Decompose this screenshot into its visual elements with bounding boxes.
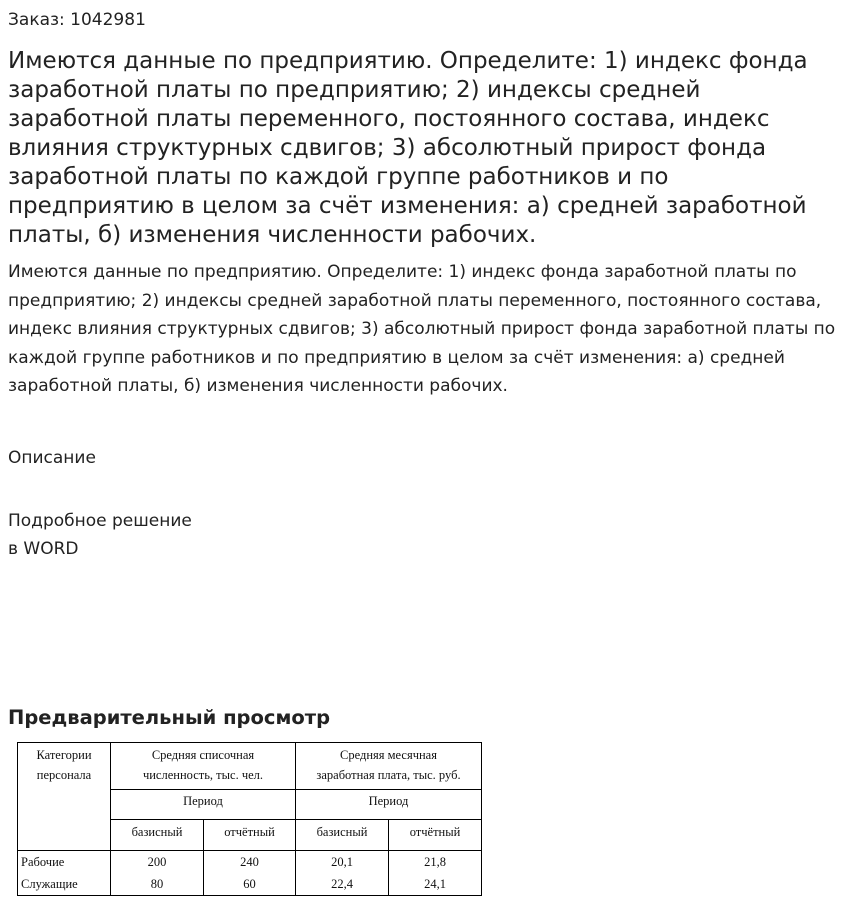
value-cell: 20,1 bbox=[331, 855, 353, 869]
row-name: Рабочие bbox=[21, 855, 65, 869]
value-cell: 21,8 bbox=[424, 855, 446, 869]
value-cell: 24,1 bbox=[424, 877, 446, 891]
preview-heading: Предварительный просмотр bbox=[8, 706, 331, 729]
value-cell: 200 bbox=[147, 855, 167, 869]
header-period-wage: Период bbox=[296, 790, 482, 820]
task-text: Имеются данные по предприятию. Определите: 1) индекс фонда заработной платы по предприятию; 2) индексы средней заработной платы переменного, постоянного состава, индекс влияния структурных сдвигов; 3) абсолютный прирост фонда заработной платы по каждой группе работников и по предприятию в целом за счёт изменения: а) средней заработной платы, б) изменения численности рабочих. bbox=[8, 262, 836, 396]
header-headcount: Средняя списочная численность, тыс. чел. bbox=[111, 743, 296, 790]
count-report-cell bbox=[204, 851, 296, 896]
header-count-base: базисный bbox=[111, 820, 204, 851]
task-title: Имеются данные по предприятию. Определите: 1) индекс фонда заработной платы по предприятию; 2) индексы средней заработной платы переменного, постоянного состава, индекс влияния структурных сдвигов; 3) абсолютный прирост фонда заработной платы по каждой группе работников и по предприятию в целом за счёт изменения: а) средней заработной платы, б) изменения численности рабочих. bbox=[8, 48, 808, 248]
header-category: Категории персонала bbox=[18, 743, 111, 851]
solution-line-2: в WORD bbox=[8, 539, 79, 559]
row-name: Служащие bbox=[21, 877, 78, 891]
order-number: Заказ: 1042981 bbox=[8, 10, 146, 30]
header-wage-report: отчётный bbox=[389, 820, 482, 851]
solution-line-1: Подробное решение bbox=[8, 511, 192, 531]
header-count-report: отчётный bbox=[204, 820, 296, 851]
value-cell: 60 bbox=[243, 877, 256, 891]
table-data-row bbox=[18, 851, 482, 896]
value-cell: 22,4 bbox=[331, 877, 353, 891]
wage-base-cell bbox=[296, 851, 389, 896]
value-cell: 240 bbox=[240, 855, 259, 869]
table-header-row bbox=[18, 743, 482, 790]
description-heading: Описание bbox=[8, 448, 96, 468]
count-base-cell bbox=[111, 851, 204, 896]
header-period-count: Период bbox=[111, 790, 296, 820]
wage-report-cell bbox=[389, 851, 482, 896]
category-cell bbox=[18, 851, 111, 896]
header-wage: Средняя месячная заработная плата, тыс. руб. bbox=[296, 743, 482, 790]
preview-table bbox=[17, 742, 482, 896]
header-wage-base: базисный bbox=[296, 820, 389, 851]
value-cell: 80 bbox=[150, 877, 164, 891]
solution-note bbox=[8, 507, 192, 563]
